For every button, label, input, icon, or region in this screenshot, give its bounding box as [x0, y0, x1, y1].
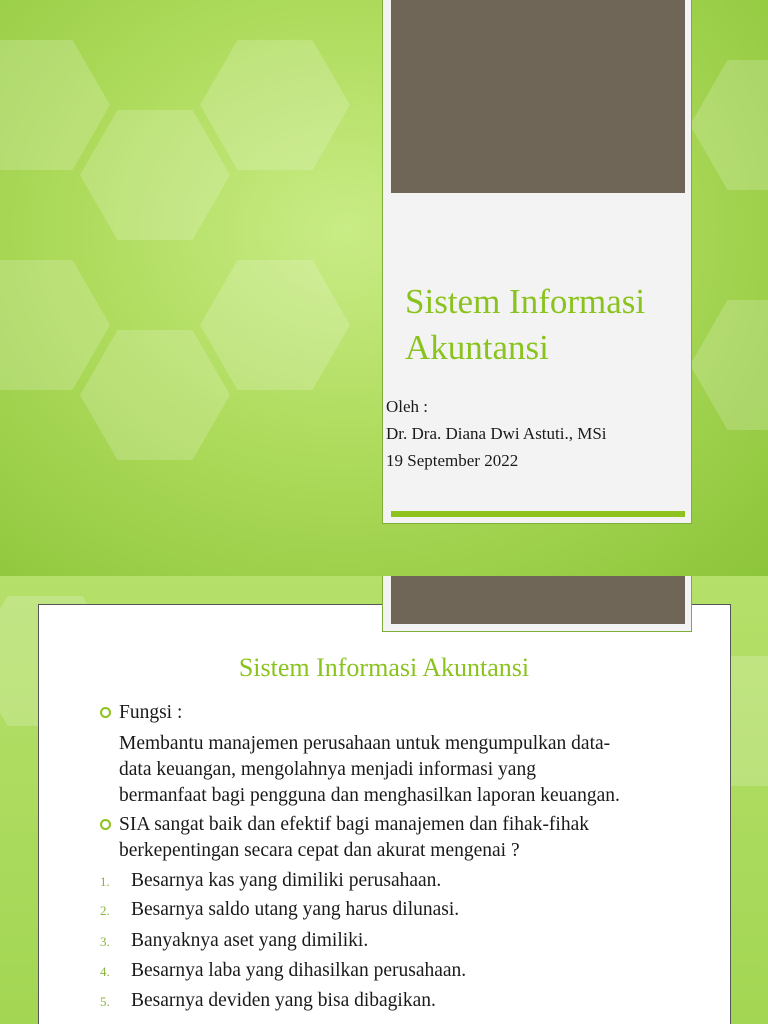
fungsi-body-line: bermanfaat bagi pengguna dan menghasilkan laporan keuangan.	[119, 785, 620, 806]
list-number: 1.	[100, 874, 110, 889]
content-title: Sistem Informasi Akuntansi	[238, 653, 530, 682]
list-number: 3.	[100, 934, 110, 949]
author-name: Dr. Dra. Diana Dwi Astuti., MSi	[386, 424, 607, 443]
hexagon-decoration	[0, 40, 110, 170]
slide-title-line2: Akuntansi	[405, 328, 549, 367]
list-item: Besarnya saldo utang yang harus dilunasi.	[131, 899, 460, 920]
hexagon-decoration	[200, 260, 350, 390]
sia-bullet-line: SIA sangat baik dan efektif bagi manajemen dan fihak-fihak	[119, 814, 589, 835]
bullet-circle-icon	[100, 819, 111, 830]
hexagon-decoration	[690, 60, 768, 190]
title-panel	[382, 0, 692, 524]
slide-title-line1: Sistem Informasi	[405, 282, 646, 321]
slide-title	[405, 279, 685, 371]
sia-bullet-line: berkepentingan secara cepat dan akurat mengenai ?	[119, 840, 520, 861]
header-tab	[382, 576, 692, 632]
presentation-date: 19 September 2022	[386, 451, 519, 470]
author-block	[386, 393, 607, 474]
hexagon-decoration	[80, 110, 230, 240]
bullet-circle-icon	[100, 707, 111, 718]
list-item: Besarnya deviden yang bisa dibagikan.	[131, 990, 436, 1011]
title-panel-header-block	[391, 0, 685, 193]
accent-bar	[391, 511, 685, 517]
author-label: Oleh :	[386, 397, 429, 416]
fungsi-body-line: Membantu manajemen perusahaan untuk mengumpulkan data-	[119, 733, 611, 754]
hexagon-decoration	[690, 300, 768, 430]
hexagon-decoration	[80, 330, 230, 460]
header-tab-dark-block	[391, 576, 685, 624]
list-item: Besarnya kas yang dimiliki perusahaan.	[131, 870, 442, 891]
hexagon-decoration	[0, 260, 110, 390]
content-slide	[0, 576, 768, 1024]
fungsi-body-line: data keuangan, mengolahnya menjadi informasi yang	[119, 759, 536, 780]
list-item: Banyaknya aset yang dimiliki.	[131, 930, 369, 951]
bullet-fungsi-label: Fungsi :	[119, 702, 183, 723]
list-number: 4.	[100, 964, 110, 979]
list-number: 2.	[100, 903, 110, 918]
hexagon-decoration	[200, 40, 350, 170]
list-number: 5.	[100, 994, 110, 1009]
list-item: Besarnya laba yang dihasilkan perusahaan.	[131, 960, 467, 981]
